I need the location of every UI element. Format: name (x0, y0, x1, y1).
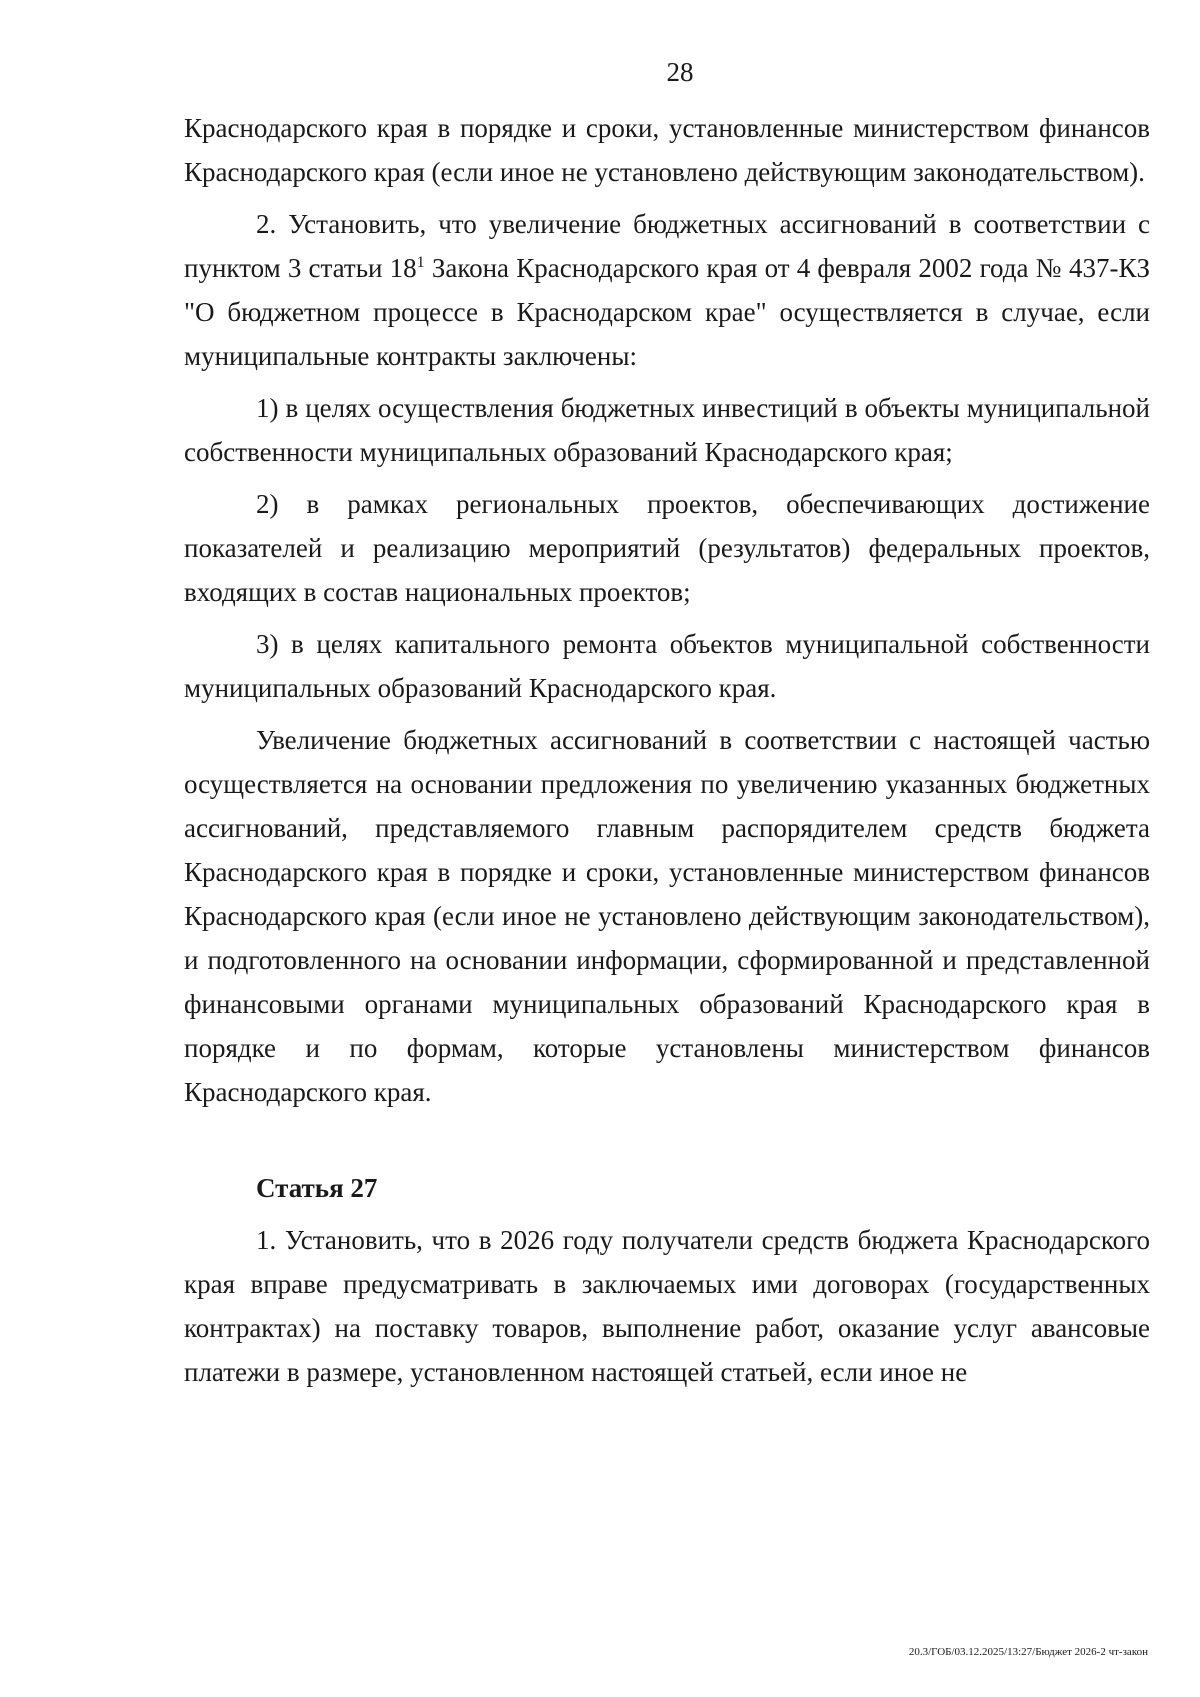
superscript-mark: 1 (416, 254, 425, 271)
paragraph-article-27-clause-1: 1. Установить, что в 2026 году получатели средств бюджета Краснодарского края вправе предусматривать в заключаемых ими договорах (государственных контрактах) на поставку товаров, выполнение работ, оказание услуг авансовые платежи в размере, установленном настоящей статьей, если иное не (184, 1225, 1150, 1387)
paragraph-increase: Увеличение бюджетных ассигнований в соответствии с настоящей частью осуществляется на основании предложения по увеличению указанных бюджетных ассигнований, представляемого главным распорядителем средств бюджета Краснодарского края в порядке и сроки, установленные министерством финансов Краснодарского края (если иное не установлено действующим законодательством), и подготовленного на основании информации, сформированной и представленной финансовыми органами муниципальных образований Краснодарского края в порядке и по формам, которые установлены министерством финансов Краснодарского края. (184, 725, 1150, 1107)
article-heading: Статья 27 (256, 1173, 378, 1203)
paragraph-item-3: 3) в целях капитального ремонта объектов муниципальной собственности муниципальных образований Краснодарского края. (184, 629, 1150, 703)
clause-2-text-start: 2. Установить, что увеличение бюджетных ассигнований в соответствии с пунктом 3 статьи 18 (184, 209, 1150, 283)
paragraph-item-1: 1) в целях осуществления бюджетных инвестиций в объекты муниципальной собственности муниципальных образований Краснодарского края; (184, 393, 1150, 467)
document-footer-code: 20.3/ГОБ/03.12.2025/13:27/Бюджет 2026-2 чт-закон (908, 1646, 1148, 1658)
paragraph-continuation: Краснодарского края в порядке и сроки, установленные министерством финансов Краснодарского края (если иное не установлено действующим законодательством). (184, 113, 1150, 187)
paragraph-clause-2 (184, 202, 1150, 378)
document-body (184, 106, 1150, 1402)
page-number: 28 (666, 57, 694, 87)
clause-2-text-end: Закона Краснодарского края от 4 февраля 2002 года № 437-КЗ "О бюджетном процессе в Краснодарском крае" осуществляется в случае, если муниципальные контракты заключены: (184, 253, 1150, 371)
paragraph-item-2: 2) в рамках региональных проектов, обеспечивающих достижение показателей и реализацию мероприятий (результатов) федеральных проектов, входящих в состав национальных проектов; (184, 489, 1150, 607)
